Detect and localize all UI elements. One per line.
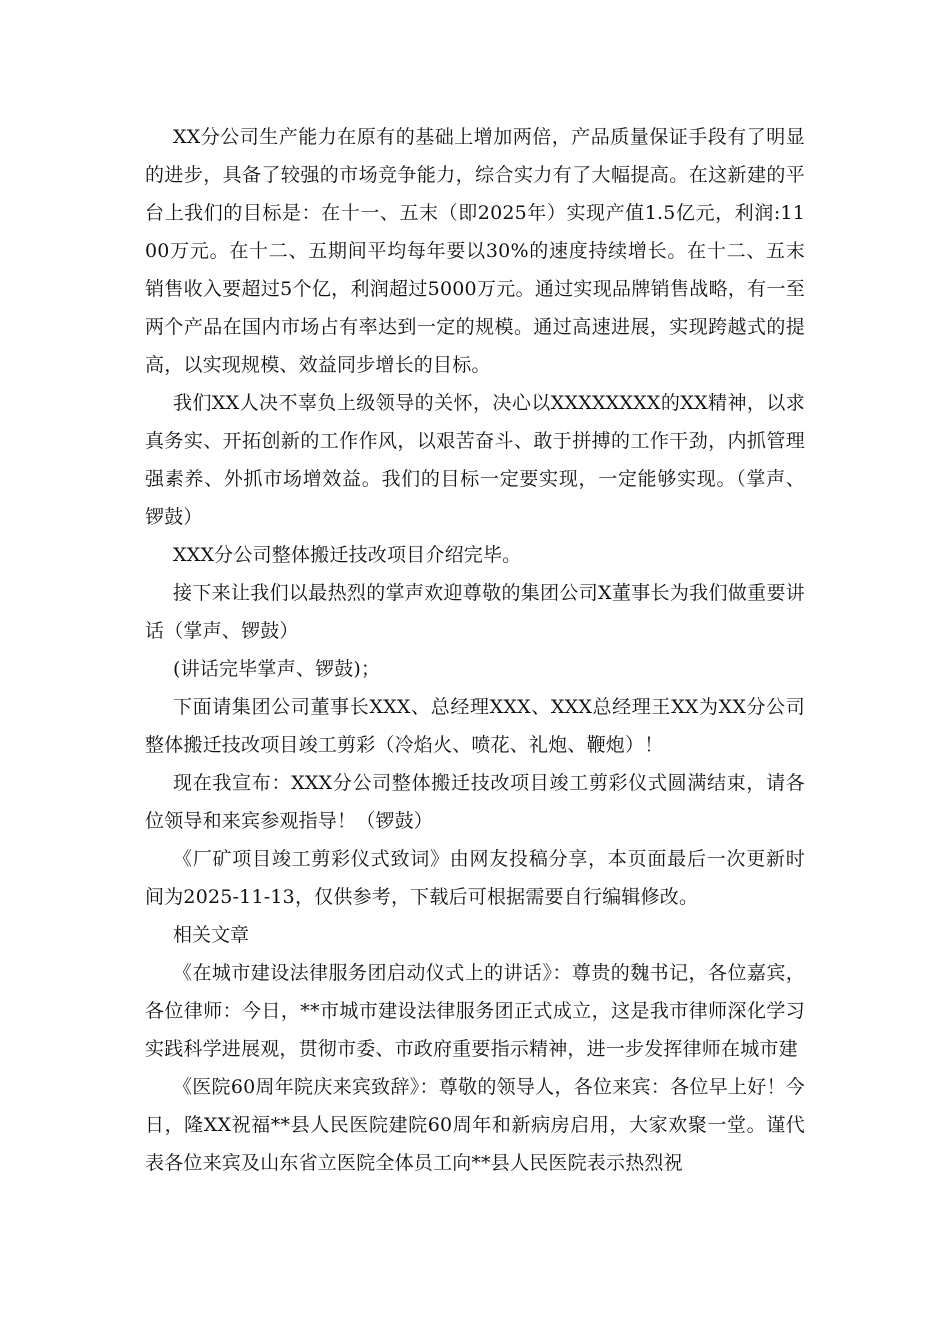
paragraph-capacity-goals: XX分公司生产能力在原有的基础上增加两倍，产品质量保证手段有了明显的进步，具备了较强的市场竞争能力，综合实力有了大幅提高。在这新建的平台上我们的目标是：在十一、五末（即2025年）实现产值1.5亿元，利润:1100万元。在十二、五期间平均每年要以30%的速度持续增长。在十二、五末销售收入要超过5个亿，利润超过5000万元。通过实现品牌销售战略，有一至两个产品在国内市场占有率达到一定的规模。通过高速进展，实现跨越式的提高，以实现规模、效益同步增长的目标。 (145, 126, 805, 376)
paragraph-speech-end: (讲话完毕掌声、锣鼓)； (173, 658, 381, 680)
related-articles-heading: 相关文章 (173, 924, 250, 946)
paragraph-source-note: 《厂矿项目竣工剪彩仪式致词》由网友投稿分享，本页面最后一次更新时间为2025-11-13，仅供参考，下载后可根据需要自行编辑修改。 (145, 848, 805, 908)
related-article-2[interactable]: 《医院60周年院庆来宾致辞》：尊敬的领导人，各位来宾：各位早上好！今日，隆XX祝福**县人民医院建院60周年和新病房启用，大家欢聚一堂。谨代表各位来宾及山东省立医院全体员工向**县人民医院表示热烈祝 (145, 1076, 805, 1174)
paragraph-commitment: 我们XX人决不辜负上级领导的关怀，决心以XXXXXXXX的XX精神，以求真务实、开拓创新的工作作风，以艰苦奋斗、敢于拼搏的工作干劲，内抓管理强素养、外抓市场增效益。我们的目标一定要实现，一定能够实现。（掌声、锣鼓） (145, 392, 805, 528)
paragraph-ribbon-cutting: 下面请集团公司董事长XXX、总经理XXX、XXX总经理王XX为XX分公司整体搬迁技改项目竣工剪彩（冷焰火、喷花、礼炮、鞭炮）！ (145, 696, 805, 756)
related-article-1[interactable]: 《在城市建设法律服务团启动仪式上的讲话》：尊贵的魏书记，各位嘉宾，各位律师：今日，**市城市建设法律服务团正式成立，这是我市律师深化学习实践科学进展观，贯彻市委、市政府重要指示精神，进一步发挥律师在城市建 (145, 962, 805, 1060)
paragraph-chairman-speech: 接下来让我们以最热烈的掌声欢迎尊敬的集团公司X董事长为我们做重要讲话（掌声、锣鼓） (145, 582, 805, 642)
paragraph-closing: 现在我宣布：XXX分公司整体搬迁技改项目竣工剪彩仪式圆满结束，请各位领导和来宾参观指导！（锣鼓） (145, 772, 805, 832)
paragraph-intro-complete: XXX分公司整体搬迁技改项目介绍完毕。 (173, 544, 522, 566)
document-body (145, 118, 805, 1182)
